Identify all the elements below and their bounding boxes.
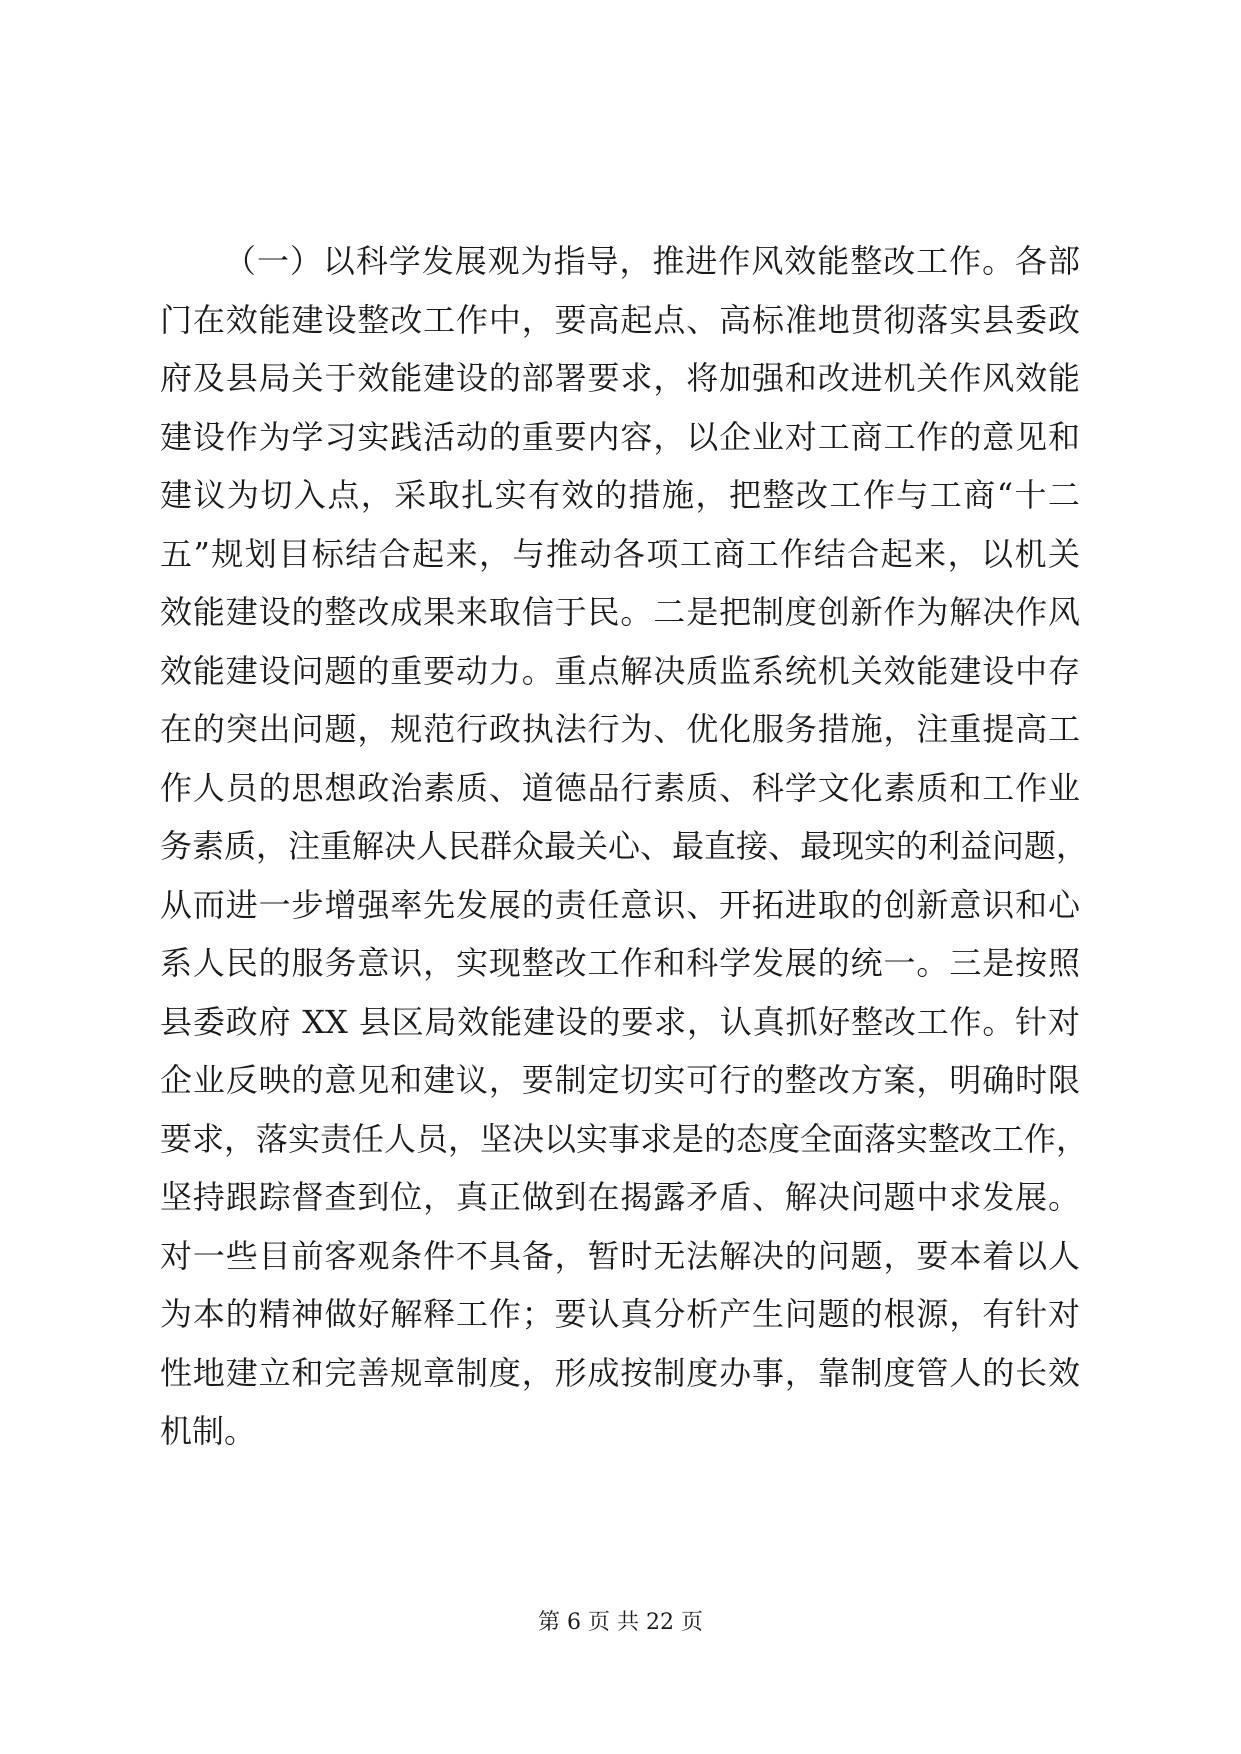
paragraph-line: 府及县局关于效能建设的部署要求，将加强和改进机关作风效能 <box>160 359 1080 397</box>
paragraph-line: 要求，落实责任人员，坚决以实事求是的态度全面落实整改工作， <box>160 1119 1089 1158</box>
paragraph-line: 在的突出问题，规范行政执法行为、优化服务措施，注重提高工 <box>160 710 1080 748</box>
paragraph-line: 性地建立和完善规章制度，形成按制度办事，靠制度管人的长效 <box>160 1353 1080 1392</box>
paragraph-line: 作人员的思想政治素质、道德品行素质、科学文化素质和工作业 <box>160 768 1080 807</box>
paragraph-line: 五”规划目标结合起来，与推动各项工商工作结合起来，以机关 <box>160 534 1080 573</box>
page-number-footer: 第 6 页 共 22 页 <box>538 1610 703 1635</box>
paragraph-line: 建设作为学习实践活动的重要内容，以企业对工商工作的意见和 <box>160 417 1080 456</box>
paragraph-line: 从而进一步增强率先发展的责任意识、开拓进取的创新意识和心 <box>160 885 1080 924</box>
body-paragraph <box>160 232 1089 1461</box>
paragraph-line: 为本的精神做好解释工作；要认真分析产生问题的根源，有针对 <box>160 1295 1080 1333</box>
paragraph-line: 对一些目前客观条件不具备，暂时无法解决的问题，要本着以人 <box>160 1236 1080 1275</box>
paragraph-line: 效能建设的整改成果来取信于民。二是把制度创新作为解决作风 <box>160 593 1080 631</box>
paragraph-line: 务素质，注重解决人民群众最关心、最直接、最现实的利益问题， <box>160 827 1089 865</box>
paragraph-line: 县委政府 XX 县区局效能建设的要求，认真抓好整改工作。针对 <box>160 1002 1080 1041</box>
paragraph-line: 企业反映的意见和建议，要制定切实可行的整改方案，明确时限 <box>160 1061 1080 1099</box>
paragraph-line: 门在效能建设整改工作中，要高起点、高标准地贯彻落实县委政 <box>160 300 1080 339</box>
paragraph-line: 坚持跟踪督查到位，真正做到在揭露矛盾、解决问题中求发展。 <box>160 1178 1080 1216</box>
paragraph-line: 系人民的服务意识，实现整改工作和科学发展的统一。三是按照 <box>160 944 1080 982</box>
paragraph-line: 效能建设问题的重要动力。重点解决质监系统机关效能建设中存 <box>160 651 1080 690</box>
paragraph-line: 建议为切入点，采取扎实有效的措施，把整改工作与工商“十二 <box>160 476 1080 514</box>
paragraph-line: 机制。 <box>160 1412 257 1450</box>
paragraph-line: （一）以科学发展观为指导，推进作风效能整改工作。各部 <box>224 242 1080 280</box>
